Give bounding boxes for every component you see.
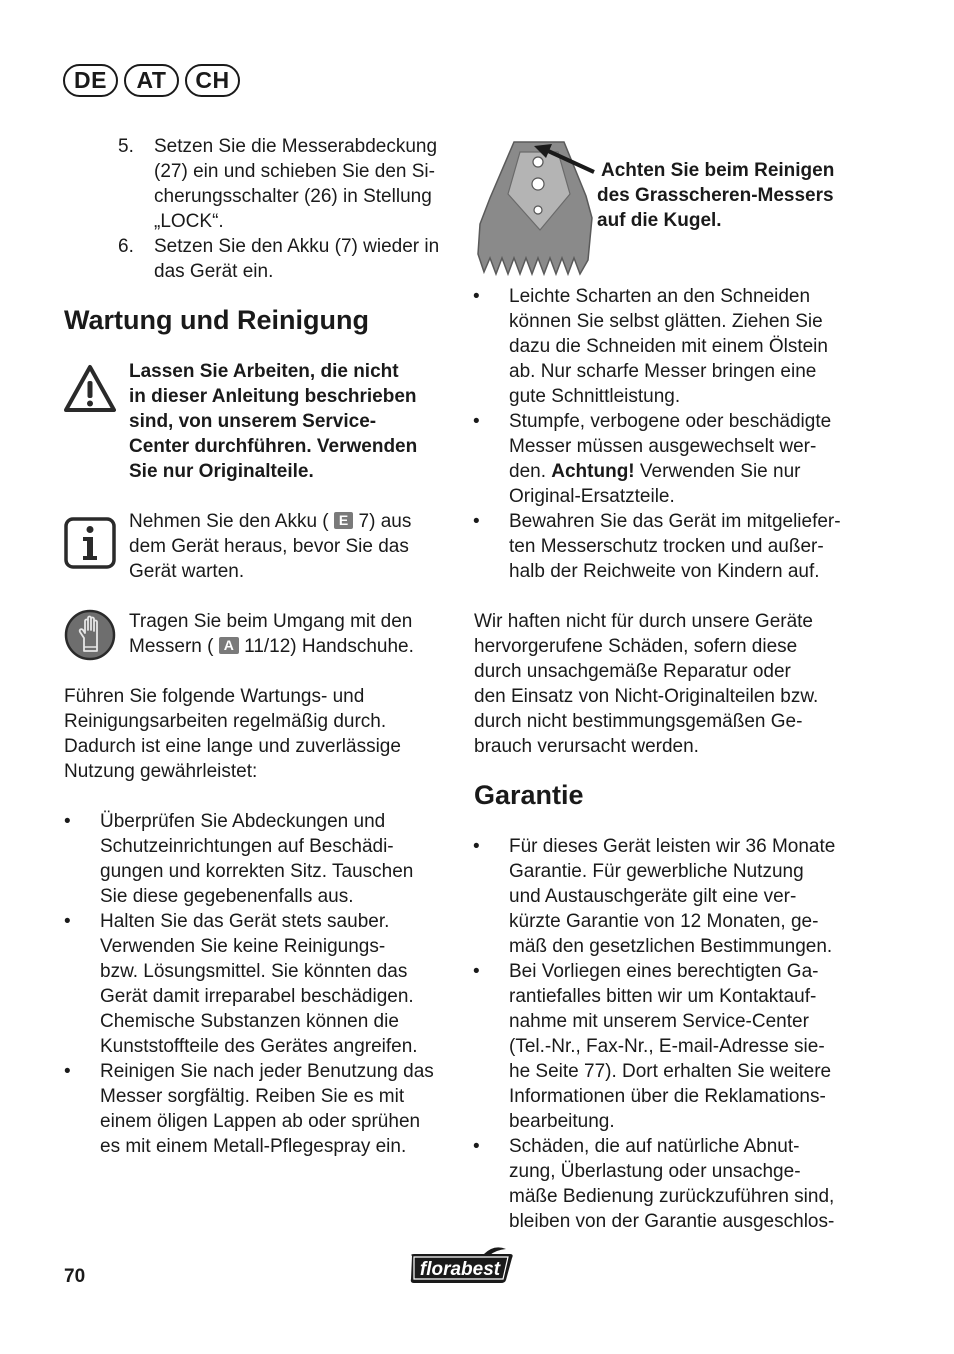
bullet-line: Original-Ersatzteile. [509,486,675,507]
florabest-logo [406,1246,518,1286]
intro-line: Reinigungsarbeiten regelmäßig durch. [64,711,387,732]
arrow-icon [530,138,596,178]
bullet-line: gungen und korrekten Sitz. Tauschen [100,861,414,882]
bullet-line: Schutzeinrichtungen auf Beschädi- [100,836,394,857]
bullet-line: Reinigen Sie nach jeder Benutzung das [100,1061,434,1082]
bullet-line: dazu die Schneiden mit einem Ölstein [509,336,828,357]
bullet-line: Chemische Substanzen können die [100,1011,399,1032]
bullet-item [64,909,460,1059]
maintenance-bullets [64,809,460,1159]
bullet-line: einem öligen Lappen ab oder sprühen [100,1111,421,1132]
bullet-line: mäß den gesetzlichen Bestimmungen. [509,936,833,957]
bullet-dot: • [64,911,71,932]
achtung-label: Achtung! [551,461,635,482]
bullet-line: nahme mit unserem Service-Center [509,1011,809,1032]
info-line-3: Gerät warten. [129,561,245,582]
bullet-line [509,459,879,484]
bullet-line: halb der Reichweite von Kindern auf. [509,561,820,582]
intro-line: Nutzung gewährleistet: [64,761,258,782]
step-number: 6. [118,236,134,257]
liability-line: durch unsachgemäße Reparatur oder [474,661,791,682]
bullet-line: Bei Vorliegen eines berechtigten Ga- [509,961,819,982]
bullet-dot: • [473,961,480,982]
bullet-item [473,409,879,509]
symbol-e: E [334,512,353,529]
bullet-item [473,509,879,584]
intro-line: Dadurch ist eine lange und zuverlässige [64,736,401,757]
intro-line: Führen Sie folgende Wartungs- und [64,686,365,707]
garantie-bullets [473,834,879,1234]
warning-line: sind, von unserem Service- [129,411,377,432]
warning-text [129,359,459,484]
bullet-dot: • [473,836,480,857]
bullet-line: Halten Sie das Gerät stets sauber. [100,911,390,932]
bullet-line: Informationen über die Reklamations- [509,1086,826,1107]
bullet-line: rantiefalles bitten wir um Kontaktauf- [509,986,817,1007]
bullet-line: ten Messerschutz trocken und außer- [509,536,824,557]
bullet-line: bearbeitung. [509,1111,615,1132]
bullet-item [473,284,879,409]
gloves-line-2-end: 11/12) Handschuhe. [244,636,414,657]
badge-de: DE [63,64,118,97]
warning-line: in dieser Anleitung beschrieben [129,386,417,407]
bullet-line: Sie diese gegebenenfalls aus. [100,886,354,907]
care-bullets [473,284,879,584]
bullet-line: es mit einem Metall-Pflegespray ein. [100,1136,407,1157]
bullet-dot: • [473,1136,480,1157]
liability-line: Wir haften nicht für durch unsere Geräte [474,611,813,632]
country-badges [63,64,240,97]
bullet-text: den. [509,461,552,482]
page-number: 70 [64,1266,86,1287]
bullet-text: Verwenden Sie nur [634,461,801,482]
symbol-a: A [219,637,239,654]
bullet-item [473,834,879,959]
gloves-line-2 [129,634,459,659]
warning-line: Center durchführen. Verwenden [129,436,418,457]
liability-line: brauch verursacht werden. [474,736,699,757]
bullet-line: Messer sorgfältig. Reiben Sie es mit [100,1086,405,1107]
liability-line: den Einsatz von Nicht-Originalteilen bzw. [474,686,819,707]
info-line-1-start: Nehmen Sie den Akku ( [129,511,329,532]
bullet-line: bleiben von der Garantie ausgeschlos- [509,1211,835,1232]
liability-paragraph [474,609,874,759]
liability-line: hervorgerufene Schäden, sofern diese [474,636,798,657]
bullet-line: Für dieses Gerät leisten wir 36 Monate [509,836,836,857]
heading-wartung: Wartung und Reinigung [64,305,369,335]
step-line: das Gerät ein. [154,261,274,282]
badge-ch: CH [185,64,240,97]
bullet-line: kürzte Garantie von 12 Monaten, ge- [509,911,819,932]
gloves-text [129,609,459,659]
info-icon [64,517,116,569]
bullet-line: können Sie selbst glätten. Ziehen Sie [509,311,823,332]
bullet-line: bzw. Lösungsmittel. Sie könnten das [100,961,408,982]
bullet-line: Bewahren Sie das Gerät im mitgeliefer- [509,511,841,532]
gloves-line-2-start: Messern ( [129,636,214,657]
bullet-line: he Seite 77). Dort erhalten Sie weitere [509,1061,832,1082]
bullet-item [473,959,879,1134]
gloves-line-1: Tragen Sie beim Umgang mit den [129,611,413,632]
glove-icon [64,608,116,662]
heading-garantie: Garantie [474,780,584,810]
bullet-dot: • [473,286,480,307]
step-line: „LOCK“. [154,211,224,232]
blade-note-line: auf die Kugel. [597,210,722,231]
bullet-line: und Austauschgeräte gilt eine ver- [509,886,797,907]
blade-note-line: Achten Sie beim Reinigen [601,160,835,181]
bullet-line: gute Schnittleistung. [509,386,681,407]
bullet-line: Überprüfen Sie Abdeckungen und [100,811,386,832]
bullet-line: Messer müssen ausgewechselt wer- [509,436,817,457]
badge-at: AT [124,64,179,97]
info-line-1-end: 7) aus [358,511,412,532]
liability-line: durch nicht bestimmungsgemäßen Ge- [474,711,803,732]
info-line-2: dem Gerät heraus, bevor Sie das [129,536,409,557]
info-text [129,509,459,584]
bullet-line: mäße Bedienung zurückzuführen sind, [509,1186,835,1207]
warning-line: Sie nur Originalteile. [129,461,314,482]
step-line: (27) ein und schieben Sie den Si- [154,161,435,182]
bullet-line: ab. Nur scharfe Messer bringen eine [509,361,817,382]
bullet-item [64,1059,460,1159]
bullet-line: Garantie. Für gewerbliche Nutzung [509,861,804,882]
logo-text: florabest [419,1259,501,1280]
bullet-dot: • [64,1061,71,1082]
intro-paragraph [64,684,464,784]
bullet-line: Verwenden Sie keine Reinigungs- [100,936,386,957]
step-5 [118,134,454,234]
step-6 [118,234,454,284]
step-number: 5. [118,136,134,157]
steps-list [118,134,454,284]
warning-icon [64,364,116,414]
bullet-line: (Tel.-Nr., Fax-Nr., E-mail-Adresse sie- [509,1036,825,1057]
bullet-item [64,809,460,909]
bullet-line: Leichte Scharten an den Schneiden [509,286,811,307]
step-line: cherungsschalter (26) in Stellung [154,186,432,207]
bullet-line: Schäden, die auf natürliche Abnut- [509,1136,800,1157]
bullet-dot: • [64,811,71,832]
step-line: Setzen Sie den Akku (7) wieder in [154,236,440,257]
blade-note [597,158,867,233]
bullet-dot: • [473,511,480,532]
bullet-line: Stumpfe, verbogene oder beschädigte [509,411,832,432]
bullet-line: Gerät damit irreparabel beschädigen. [100,986,414,1007]
bullet-dot: • [473,411,480,432]
bullet-line: zung, Überlastung oder unsachge- [509,1161,801,1182]
warning-line: Lassen Sie Arbeiten, die nicht [129,361,399,382]
step-line: Setzen Sie die Messerabdeckung [154,136,438,157]
bullet-line: Kunststoffteile des Gerätes angreifen. [100,1036,418,1057]
bullet-item [473,1134,879,1234]
info-line-1 [129,509,459,534]
blade-note-line: des Grasscheren-Messers [597,185,834,206]
